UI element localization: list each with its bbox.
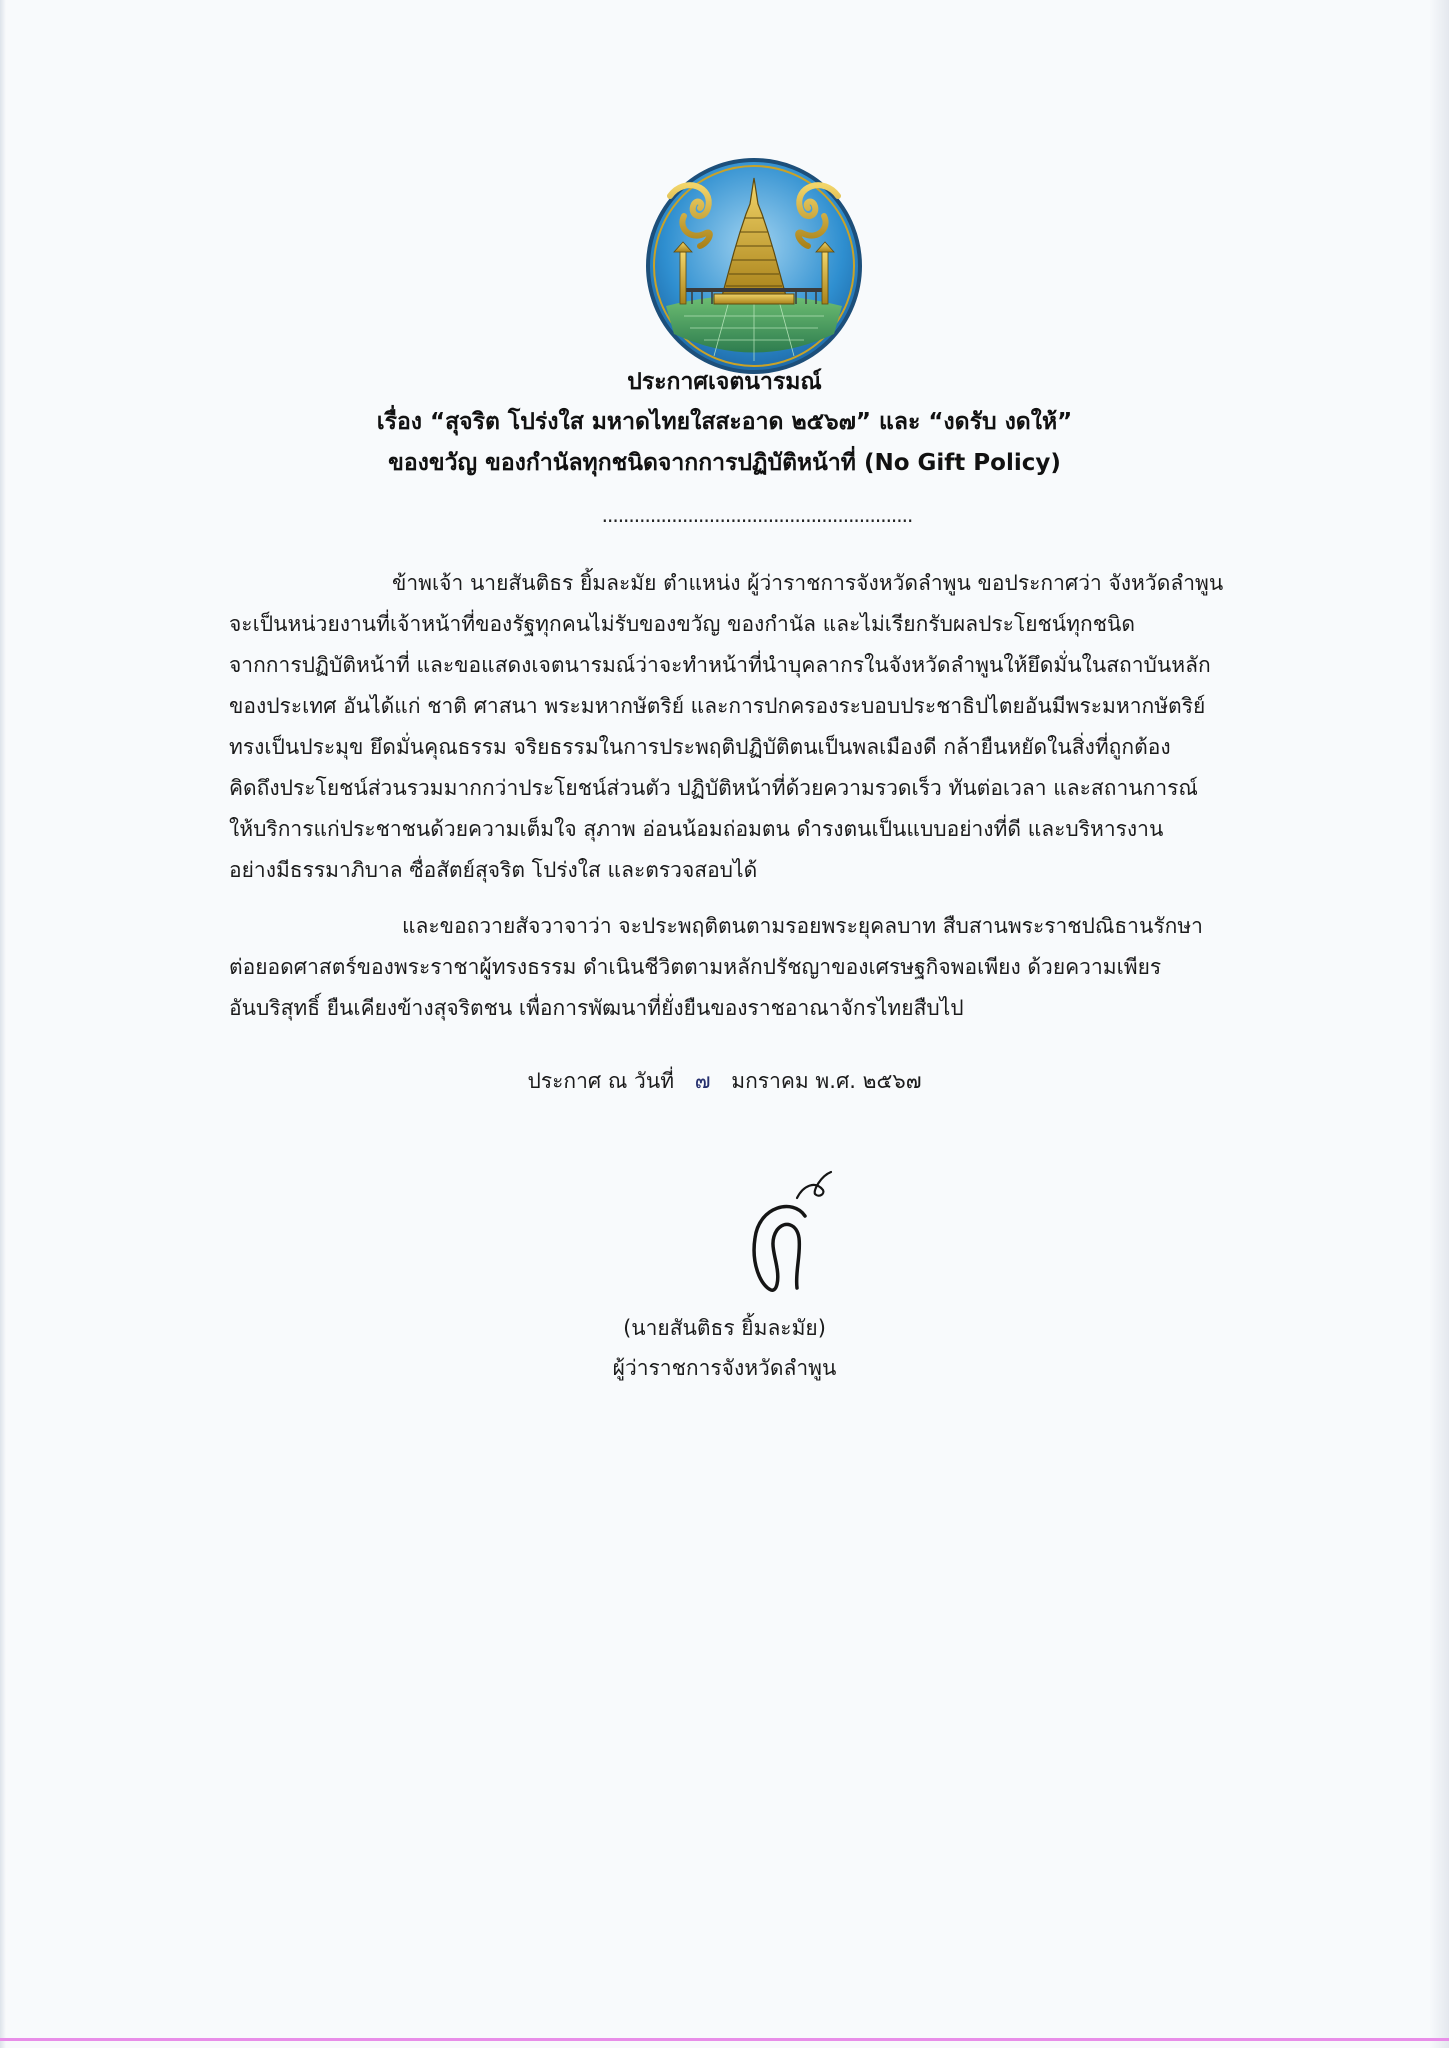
heading-subject-continued: ของขวัญ ของกำนัลทุกชนิดจากการปฏิบัติหน้าที่ (No Gift Policy) [388, 450, 1061, 476]
signer-name: (นายสันติธร ยิ้มละมัย) [623, 1316, 826, 1340]
date-day: ๗ [694, 1069, 711, 1093]
provincial-seal-icon [644, 156, 864, 376]
date-prefix: ประกาศ ณ วันที่ [527, 1069, 675, 1093]
paragraph1-line: คิดถึงประโยชน์ส่วนรวมมากกว่าประโยชน์ส่วนตัว ปฏิบัติหน้าที่ด้วยความรวดเร็ว ทันต่อเวลา และสถานการณ์ [229, 776, 1198, 800]
paragraph2-line: อันบริสุทธิ์ ยืนเคียงข้างสุจริตชน เพื่อการพัฒนาที่ยั่งยืนของราชอาณาจักรไทยสืบไป [229, 996, 964, 1020]
paragraph1-line: อย่างมีธรรมาภิบาล ซื่อสัตย์สุจริต โปร่งใส และตรวจสอบได้ [229, 858, 758, 882]
paragraph2-line: ต่อยอดศาสตร์ของพระราชาผู้ทรงธรรม ดำเนินชีวิตตามหลักปรัชญาของเศรษฐกิจพอเพียง ด้วยความเพียร [229, 955, 1162, 979]
heading-subject: เรื่อง “สุจริต โปร่งใส มหาดไทยใสสะอาด ๒๕๖๗” และ “งดรับ งดให้” [376, 409, 1073, 435]
signer-title: ผู้ว่าราชการจังหวัดลำพูน [612, 1356, 837, 1380]
bottom-rule [0, 2038, 1449, 2041]
scan-edge-left [0, 0, 6, 2048]
paragraph1-line: ข้าพเจ้า นายสันติธร ยิ้มละมัย ตำแหน่ง ผู้ว่าราชการจังหวัดลำพูน ขอประกาศว่า จังหวัดลำพูน [392, 571, 1224, 595]
paragraph1-line: จะเป็นหน่วยงานที่เจ้าหน้าที่ของรัฐทุกคนไม่รับของขวัญ ของกำนัล และไม่เรียกรับผลประโยชน์ทุกชนิด [229, 612, 1135, 636]
paragraph1-line: จากการปฏิบัติหน้าที่ และขอแสดงเจตนารมณ์ว่าจะทำหน้าที่นำบุคลากรในจังหวัดลำพูนให้ยึดมั่นในสถาบันหลัก [229, 653, 1211, 677]
date-month-year: มกราคม พ.ศ. ๒๕๖๗ [731, 1069, 922, 1093]
heading-title: ประกาศเจตนารมณ์ [627, 369, 822, 395]
announcement-date [0, 1065, 1449, 1098]
paragraph2-line: และขอถวายสัจวาจาว่า จะประพฤติตนตามรอยพระยุคลบาท สืบสานพระราชปณิธานรักษา [402, 914, 1203, 938]
paragraph1-line: ทรงเป็นประมุข ยึดมั่นคุณธรรม จริยธรรมในการประพฤติปฏิบัติตนเป็นพลเมืองดี กล้ายืนหยัดในสิ่งที่ถูกต้อง [229, 735, 1171, 759]
handwritten-signature-icon [735, 1168, 845, 1298]
paragraph1-line: ให้บริการแก่ประชาชนด้วยความเต็มใจ สุภาพ อ่อนน้อมถ่อมตน ดำรงตนเป็นแบบอย่างที่ดี และบริหารงาน [229, 817, 1164, 841]
paragraph1-line: ของประเทศ อันได้แก่ ชาติ ศาสนา พระมหากษัตริย์ และการปกครองระบอบประชาธิปไตยอันมีพระมหากษัตริย์ [229, 694, 1206, 718]
scan-edge-right [1429, 0, 1449, 2048]
separator-dots: .......................................................... [601, 503, 913, 523]
